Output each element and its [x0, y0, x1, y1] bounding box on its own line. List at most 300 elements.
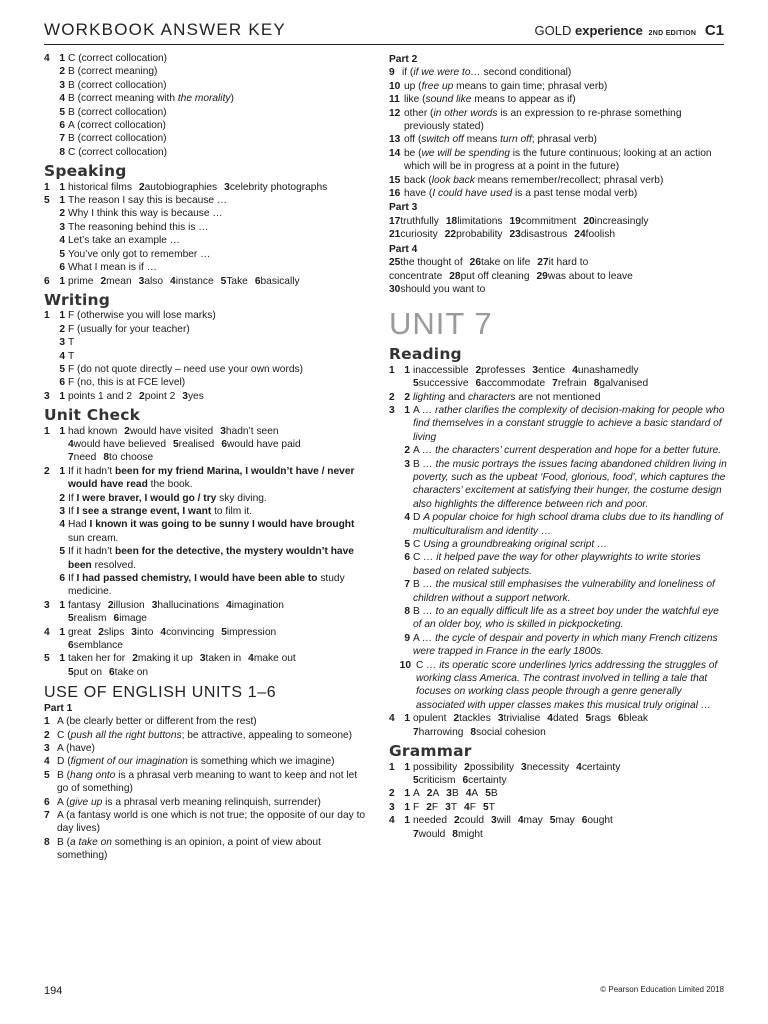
answer-line: [44, 275, 366, 288]
answer-block: [44, 52, 366, 159]
item-number: 4: [59, 519, 65, 531]
item-number: 2: [404, 445, 410, 457]
answer-text: B (: [57, 769, 71, 781]
item-answer: certainty: [581, 761, 621, 773]
italic-text: the morality: [177, 93, 231, 105]
answer-text: The reason I say this is because …: [68, 195, 228, 207]
part-label: Part 4: [389, 243, 418, 255]
answer-line: [44, 248, 366, 261]
item-answer: professes: [481, 364, 526, 376]
item-number: 5: [482, 801, 489, 813]
answer-text: F (otherwise you will lose marks): [68, 310, 216, 322]
item-number: 6: [113, 613, 120, 625]
item-answer: the thought of: [400, 257, 463, 269]
italic-text: free up: [421, 80, 454, 92]
answer-letter: C: [413, 552, 421, 564]
answer-line: [389, 215, 727, 228]
answer-line: [44, 363, 366, 376]
answer-text: D (: [57, 756, 71, 768]
item-answer: taken her for: [68, 653, 126, 665]
answer-line: [44, 79, 366, 92]
answer-letter: C: [413, 539, 421, 550]
answer-text: You’ve only got to remember …: [68, 248, 211, 260]
item-number: 3: [404, 458, 410, 470]
answer-line: [389, 632, 727, 659]
exercise-number: 6: [44, 275, 50, 287]
item-answer: convincing: [166, 626, 215, 638]
item-answer: concentrate: [389, 270, 443, 282]
answer-line: [44, 309, 366, 322]
item-number: 12: [389, 107, 401, 119]
item-answer: accommodate: [481, 378, 546, 390]
item-answer: B: [490, 788, 498, 800]
quoted-text: … the music portrays the issues facing abandoned children living in poverty, such as the upbeat ‘Food, glorious, food’, which captures the characters’ excitement at satisfying their hunger, the costume design also highlights the difference between rich and poor.: [413, 458, 727, 510]
item-number: 20: [583, 215, 595, 227]
italic-text: sound like: [425, 94, 472, 106]
item-number: 7: [413, 726, 419, 738]
item-number: 4: [572, 364, 578, 376]
italic-text: in other words: [433, 107, 498, 119]
answer-block: [44, 652, 366, 679]
item-number: 3: [131, 626, 137, 638]
item-answer: points 1 and 2: [68, 390, 133, 402]
unit-title: UNIT 7: [389, 306, 493, 342]
answer-bold: I were braver, I would go / try: [76, 492, 217, 504]
item-number: 5: [59, 106, 65, 118]
answer-block: [44, 309, 366, 389]
answer-line: [389, 551, 727, 578]
item-number: 6: [475, 378, 482, 390]
item-number: 1: [59, 181, 65, 193]
answer-block: [44, 626, 366, 653]
item-number: 4: [59, 350, 65, 362]
brand-gold: GOLD: [534, 23, 572, 38]
answer-line: [44, 505, 366, 518]
answer-text: C (correct collocation): [68, 146, 168, 158]
answer-letter: B: [413, 458, 420, 470]
item-answer: mean: [106, 275, 132, 287]
item-number: 9: [404, 632, 410, 644]
item-answer: will: [496, 815, 511, 827]
item-number: 8: [452, 828, 458, 840]
answer-line: [44, 742, 366, 755]
answer-block: [389, 256, 727, 296]
item-number: 5: [413, 774, 419, 786]
answer-line: [389, 391, 727, 404]
item-number: 3: [182, 390, 188, 402]
answer-line: [44, 336, 366, 349]
item-number: 1: [404, 713, 410, 725]
italic-text: push all the right buttons: [70, 729, 182, 741]
item-number: 1: [404, 364, 410, 376]
item-answer: celebrity photographs: [229, 181, 328, 193]
section-heading-reading: Reading: [389, 345, 462, 364]
answer-line: [44, 796, 366, 809]
answer-line: [389, 801, 727, 814]
part-label: Part 2: [389, 54, 418, 65]
item-number: 2: [98, 626, 104, 638]
item-number: 6: [44, 796, 50, 808]
italic-text: lighting: [413, 391, 446, 403]
item-number: 7: [68, 452, 74, 464]
answer-line: [44, 518, 366, 545]
item-number: 5: [549, 815, 556, 827]
italic-text: give up: [69, 796, 103, 808]
exercise-number: 4: [44, 53, 50, 64]
item-number: 5: [44, 769, 50, 781]
item-answer: take on life: [481, 257, 531, 269]
answer-block: [44, 425, 366, 465]
item-answer: probability: [456, 229, 503, 241]
item-answer: tackles: [459, 713, 491, 725]
item-answer: harrowing: [418, 726, 464, 738]
answer-text: If: [68, 573, 77, 585]
item-number: 1: [59, 465, 65, 477]
answer-letter: A: [413, 404, 420, 416]
item-number: 4: [226, 599, 232, 611]
italic-text: I could have used: [432, 188, 513, 200]
answer-line: [44, 261, 366, 274]
item-answer: bleak: [623, 713, 648, 725]
answer-block: [44, 390, 366, 403]
item-answer: dated: [552, 713, 579, 725]
quoted-text: … the characters’ current desperation and hope for a better future.: [422, 445, 722, 457]
item-number: 3: [521, 761, 527, 773]
answer-line: [389, 659, 727, 713]
answer-line: [44, 132, 366, 145]
answer-line: [44, 572, 366, 599]
item-answer: need: [73, 452, 97, 464]
answer-block: [389, 814, 727, 841]
answer-text: is the future continuous; looking at an action which will be in progress at a point in the future): [404, 147, 712, 173]
item-answer: limitations: [457, 215, 503, 227]
item-number: 6: [59, 120, 65, 132]
item-number: 5: [220, 275, 227, 287]
exercise-number: 5: [44, 653, 50, 665]
item-answer: T: [488, 801, 495, 813]
answer-text: B (correct collocation): [68, 106, 167, 118]
answer-text: means to gain time; phrasal verb): [453, 80, 608, 92]
answer-text: Why I think this way is because …: [68, 208, 223, 220]
item-answer: would have believed: [73, 438, 166, 450]
exercise-number: 2: [389, 391, 395, 403]
item-number: 2: [453, 713, 460, 725]
item-number: 2: [464, 761, 470, 773]
section-heading-writing: Writing: [44, 290, 111, 309]
italic-text: a take on: [70, 836, 112, 848]
item-number: 24: [574, 229, 586, 241]
item-number: 8: [593, 378, 600, 390]
answer-letter: B: [413, 579, 420, 591]
item-answer: basically: [260, 275, 300, 287]
answer-block: [389, 66, 727, 200]
answer-line: [44, 639, 366, 652]
item-number: 4: [404, 512, 410, 524]
item-number: 8: [404, 606, 410, 618]
item-number: 3: [199, 653, 206, 665]
item-number: 7: [59, 133, 65, 145]
exercise-number: 2: [389, 788, 395, 800]
item-answer: needed: [413, 815, 447, 827]
answer-line: [44, 465, 366, 492]
item-answer: necessity: [526, 761, 570, 773]
item-number: 2: [124, 425, 130, 437]
answer-text: B (: [57, 836, 71, 848]
item-answer: should you want to: [400, 283, 486, 295]
answer-line: [44, 612, 366, 625]
item-number: 3: [59, 221, 65, 233]
item-number: 4: [160, 626, 167, 638]
answer-text: F (usually for your teacher): [68, 323, 190, 335]
item-answer: hadn’t seen: [225, 425, 279, 437]
item-number: 2: [107, 599, 114, 611]
answer-text: The reasoning behind this is …: [68, 221, 209, 233]
answer-line: [389, 404, 727, 444]
exercise-number: 3: [44, 599, 50, 611]
item-number: 28: [449, 270, 461, 282]
answer-line: [389, 377, 727, 390]
answer-text: B (correct collocation): [68, 133, 167, 145]
item-answer: increasingly: [594, 215, 649, 227]
item-number: 7: [44, 809, 50, 821]
quoted-text: Using a groundbreaking original script …: [423, 539, 608, 550]
item-number: 6: [109, 666, 115, 678]
item-number: 3: [220, 425, 226, 437]
item-answer: may: [555, 815, 575, 827]
item-number: 1: [59, 53, 65, 64]
item-number: 5: [68, 613, 74, 625]
item-number: 6: [59, 377, 65, 389]
answer-text: T: [68, 337, 75, 349]
answer-text: A (: [57, 796, 70, 808]
item-answer: inaccessible: [413, 364, 469, 376]
answer-text: If it hadn’t: [68, 465, 116, 477]
item-number: 4: [547, 713, 553, 725]
exercise-number: 3: [389, 801, 395, 813]
item-answer: disastrous: [520, 229, 568, 241]
answer-block: [389, 801, 727, 814]
part-label: Part 1: [44, 702, 73, 714]
answer-line: [44, 119, 366, 132]
answer-line: [389, 538, 727, 551]
answer-line: [44, 221, 366, 234]
right-column: [389, 52, 727, 841]
item-number: 8: [103, 452, 110, 464]
answer-line: [389, 133, 727, 146]
item-number: 2: [132, 653, 138, 665]
answer-text: ): [230, 93, 234, 105]
item-answer: possibility: [469, 761, 515, 773]
item-answer: it hard to: [548, 257, 589, 269]
item-number: 7: [404, 579, 410, 591]
item-answer: Take: [226, 275, 248, 287]
answer-text: is something which we imagine): [187, 756, 335, 768]
item-number: 10: [389, 80, 401, 92]
answer-line: [44, 390, 366, 403]
item-number: 1: [59, 599, 65, 611]
exercise-number: 1: [44, 181, 50, 193]
answer-line: [44, 181, 366, 194]
item-number: 7: [552, 378, 558, 390]
item-number: 8: [59, 146, 65, 158]
item-number: 8: [44, 836, 50, 848]
answer-text: is an expression to re-phrase something previously stated): [404, 107, 682, 133]
italic-text: characters: [467, 391, 516, 403]
item-number: 4: [248, 653, 254, 665]
answer-text: sun cream.: [68, 532, 119, 544]
item-answer: to choose: [109, 452, 154, 464]
item-answer: great: [68, 626, 92, 638]
item-answer: imagination: [231, 599, 284, 611]
item-number: 18: [445, 215, 458, 227]
answer-line: [389, 187, 727, 200]
quoted-text: … it helped pave the way for other playwrights to write stories based on related subjects.: [413, 552, 701, 577]
item-number: 2: [44, 729, 50, 741]
answer-line: [44, 146, 366, 159]
brand-edition: 2ND EDITION: [648, 30, 697, 37]
item-answer: A: [413, 788, 420, 800]
item-number: 1: [59, 310, 65, 322]
item-number: 3: [446, 788, 452, 800]
answer-text: and: [445, 391, 468, 403]
answer-text: If: [68, 506, 77, 517]
answer-text: study medicine.: [68, 573, 345, 598]
item-answer: successive: [418, 378, 469, 390]
answer-letter: B: [413, 606, 420, 618]
answer-line: [44, 769, 366, 796]
item-number: 2: [475, 364, 482, 376]
answer-text: back (: [404, 174, 432, 186]
item-answer: impression: [226, 626, 277, 638]
item-number: 4: [68, 438, 74, 450]
answer-text: means: [463, 134, 501, 146]
section-heading-speaking: Speaking: [44, 162, 127, 181]
item-number: 6: [462, 774, 469, 786]
item-number: 5: [68, 666, 74, 678]
answer-text: B (correct collocation): [68, 79, 167, 91]
item-number: 5: [173, 438, 179, 450]
answer-text: C (: [57, 729, 71, 741]
item-answer: rags: [591, 713, 611, 725]
answer-bold: I had passed chemistry, I would have been able to: [76, 573, 318, 585]
answer-text: A (be clearly better or different from the rest): [57, 716, 257, 728]
answer-line: [44, 438, 366, 451]
exercise-number: 1: [44, 425, 50, 437]
answer-text: the book.: [147, 479, 193, 491]
item-number: 1: [59, 626, 65, 638]
answer-line: [389, 93, 727, 106]
item-answer: refrain: [557, 378, 587, 390]
answer-block: [389, 761, 727, 788]
item-answer: historical films: [68, 181, 132, 193]
exercise-number: 4: [389, 815, 395, 827]
answer-text: sky diving.: [216, 492, 267, 504]
item-number: 2: [138, 181, 145, 193]
item-number: 1: [404, 404, 410, 416]
answer-line: [44, 492, 366, 505]
answer-letter: A: [413, 445, 420, 457]
section-heading-grammar: Grammar: [389, 742, 472, 761]
item-answer: entice: [538, 364, 566, 376]
item-answer: commitment: [520, 215, 577, 227]
item-answer: social cohesion: [476, 726, 546, 738]
item-number: 1: [404, 801, 410, 813]
answer-text: B (correct meaning): [68, 66, 158, 78]
item-number: 17: [389, 215, 401, 227]
item-number: 1: [404, 788, 410, 800]
answer-block: [44, 181, 366, 194]
answer-block: [389, 364, 727, 391]
item-number: 2: [59, 66, 65, 78]
answer-block: [389, 391, 727, 404]
item-number: 27: [537, 257, 549, 269]
answer-text: A (a fantasy world is one which is not true; the opposite of our day to day lives): [57, 809, 366, 835]
item-number: 9: [389, 67, 395, 79]
item-number: 10: [399, 659, 411, 671]
brand-logo: [535, 22, 724, 39]
italic-text: switch off: [421, 134, 464, 146]
item-answer: fantasy: [68, 599, 101, 611]
answer-line: [44, 599, 366, 612]
item-number: 19: [509, 215, 521, 227]
answer-line: [389, 511, 727, 538]
item-answer: A: [471, 788, 479, 800]
answer-bold: been for my friend Marina, I wouldn’t have / never would have read: [68, 465, 355, 491]
answer-text: other (: [404, 107, 434, 119]
item-number: 2: [426, 801, 432, 813]
item-answer: trivialise: [503, 713, 541, 725]
answer-text: is a phrasal verb meaning relinquish, surrender): [102, 796, 321, 808]
item-answer: certainty: [468, 774, 507, 786]
page-number: 194: [44, 985, 63, 997]
answer-block: [44, 194, 366, 274]
item-answer: autobiographies: [144, 181, 218, 193]
item-answer: point 2: [144, 390, 176, 402]
item-answer: opulent: [413, 713, 447, 725]
answer-text: be (: [404, 147, 422, 159]
item-number: 3: [491, 815, 497, 827]
section-heading-unit-check: Unit Check: [44, 406, 141, 425]
answer-text: up (: [404, 80, 422, 92]
item-number: 2: [59, 323, 65, 335]
item-number: 1: [59, 390, 65, 402]
answer-text: C (correct collocation): [68, 53, 168, 64]
item-number: 1: [59, 275, 65, 287]
item-answer: yes: [187, 390, 204, 402]
answer-line: [389, 458, 727, 512]
item-number: 4: [170, 275, 176, 287]
item-number: 2: [404, 391, 410, 403]
item-number: 1: [404, 815, 410, 827]
answer-line: [44, 92, 366, 105]
quoted-text: … to an equally difficult life as a street boy under the watchful eye of an older boy, who is skilled in pickpocketing.: [413, 606, 719, 631]
item-answer: take on: [114, 666, 149, 678]
answer-line: [44, 836, 366, 863]
item-answer: criticism: [418, 774, 456, 786]
item-number: 5: [59, 248, 65, 260]
brand-experience: experience: [574, 23, 643, 38]
answer-block: [389, 215, 727, 242]
answer-line: [44, 234, 366, 247]
answer-line: [389, 578, 727, 605]
answer-text: A (have): [57, 742, 95, 754]
item-answer: into: [136, 626, 154, 638]
italic-text: look back: [431, 174, 475, 186]
item-number: 4: [576, 761, 582, 773]
answer-line: [44, 715, 366, 728]
answer-line: [389, 80, 727, 93]
answer-line: [44, 545, 366, 572]
